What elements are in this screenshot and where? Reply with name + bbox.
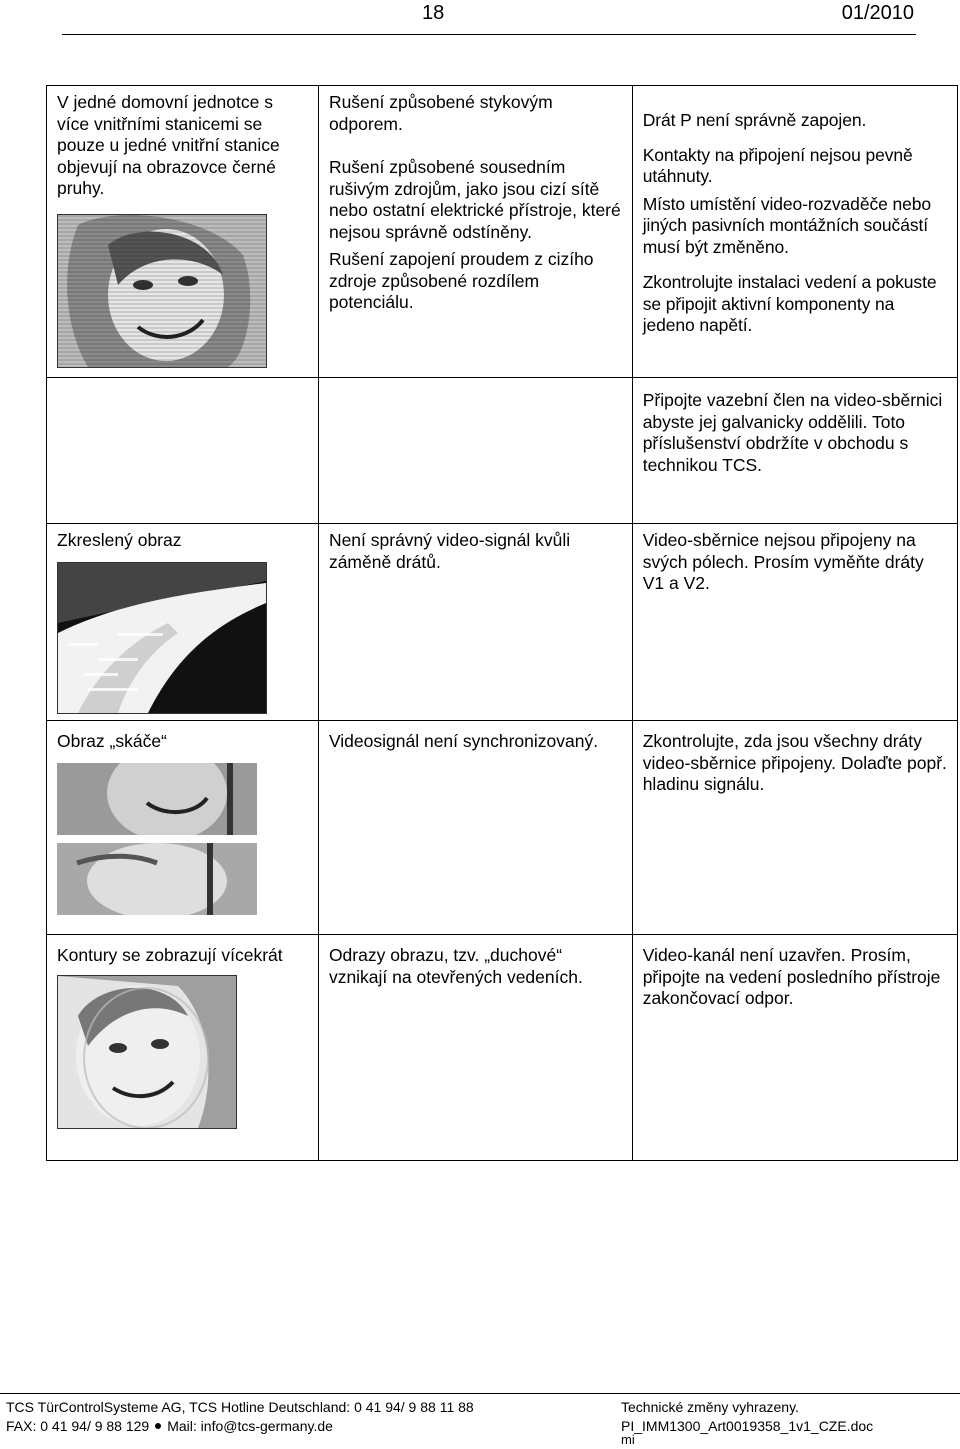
table-row [47,935,958,1161]
ghosting-photo-svg [58,976,236,1128]
footer-contact [6,1417,333,1436]
symptom-text: Obraz „skáče“ [57,731,167,751]
bullet-icon [155,1423,161,1429]
distorted-photo-svg [58,563,266,713]
header-divider [62,34,916,35]
remedy-text-1: Drát P není správně zapojen. [642,110,867,130]
symptom-cell [47,935,319,1161]
footer-company-line: TCS TürControlSysteme AG, TCS Hotline Deutschland: 0 41 94/ 9 88 11 88 [6,1399,474,1415]
footer-doc-suffix: mi [621,1432,635,1447]
cause-cell-empty [318,378,632,524]
symptom-text: Zkreslený obraz [57,530,182,550]
cause-text: Není správný video-signál kvůli záměně drátů. [328,530,571,572]
cause-text-2: Rušení způsobené sousedním rušivým zdrojům, jako jsou cizí sítě nebo ostatní elektrické přístroje, které nejsou správně odstíněny. [328,157,621,242]
remedy-cell [632,935,957,1161]
cause-text-1: Rušení způsobené stykovým odporem. [328,92,553,134]
jumping-photo-svg [57,763,257,915]
remedy-text: Video-sběrnice nejsou připojeny na svých pólech. Prosím vyměňte dráty V1 a V2. [642,530,924,593]
remedy-text-4: Zkontrolujte instalaci vedení a pokuste se připojit aktivní komponenty na jedeno napětí. [642,272,937,335]
troubleshooting-table [46,85,958,1161]
symptom-cell [47,721,319,935]
page-number: 18 [422,2,445,24]
remedy-cell [632,86,957,378]
cause-cell [318,86,632,378]
remedy-text: Zkontrolujte, zda jsou všechny dráty video-sběrnice připojeny. Dolaďte popř. hladinu signálu. [642,731,947,794]
symptom-cell [47,86,319,378]
remedy-text: Video-kanál není uzavřen. Prosím, připojte na vedení posledního přístroje zakončovací odpor. [642,945,941,1008]
footer-divider [0,1393,960,1394]
face-photo-svg [58,215,266,367]
cause-text: Odrazy obrazu, tzv. „duchové“ vznikají na otevřených vedeních. [328,945,583,987]
remedy-text: Připojte vazební člen na video-sběrnici abyste jej galvanicky oddělili. Toto příslušenství obdržíte v obchodu s technikou TCS. [642,390,943,475]
cause-text-3: Rušení zapojení proudem z cizího zdroje způsobené rozdílem potenciálu. [328,249,594,312]
distorted-image [57,562,267,714]
cause-cell [318,524,632,721]
black-stripes-face-image [57,214,267,368]
symptom-text: V jedné domovní jednotce s více vnitřními stanicemi se pouze u jedné vnitřní stanice objevují na obrazovce černé pruhy. [57,92,280,198]
remedy-text-2: Kontakty na připojení nejsou pevně utáhnuty. [642,144,913,186]
ghosting-image [57,975,237,1129]
symptom-text: Kontury se zobrazují vícekrát [57,945,283,965]
table-row [47,86,958,378]
remedy-text-3: Místo umístění video-rozvaděče nebo jiných pasivních montážních součástí musí být změněno. [642,193,932,257]
footer-mail: Mail: info@tcs-germany.de [167,1418,333,1434]
footer-fax: FAX: 0 41 94/ 9 88 129 [6,1418,150,1434]
remedy-cell [632,524,957,721]
cause-cell [318,721,632,935]
footer-doc-name: PI_IMM1300_Art0019358_1v1_CZE.doc [621,1418,874,1434]
cause-cell [318,935,632,1161]
cause-text: Videosignál není synchronizovaný. [328,731,599,751]
remedy-cell [632,721,957,935]
footer-changes-note: Technické změny vyhrazeny. [621,1399,799,1415]
symptom-cell-empty [47,378,319,524]
jumping-image [57,763,257,915]
table-row [47,378,958,524]
table-row [47,721,958,935]
table-row [47,524,958,721]
symptom-cell [47,524,319,721]
document-date: 01/2010 [841,2,914,24]
remedy-cell [632,378,957,524]
